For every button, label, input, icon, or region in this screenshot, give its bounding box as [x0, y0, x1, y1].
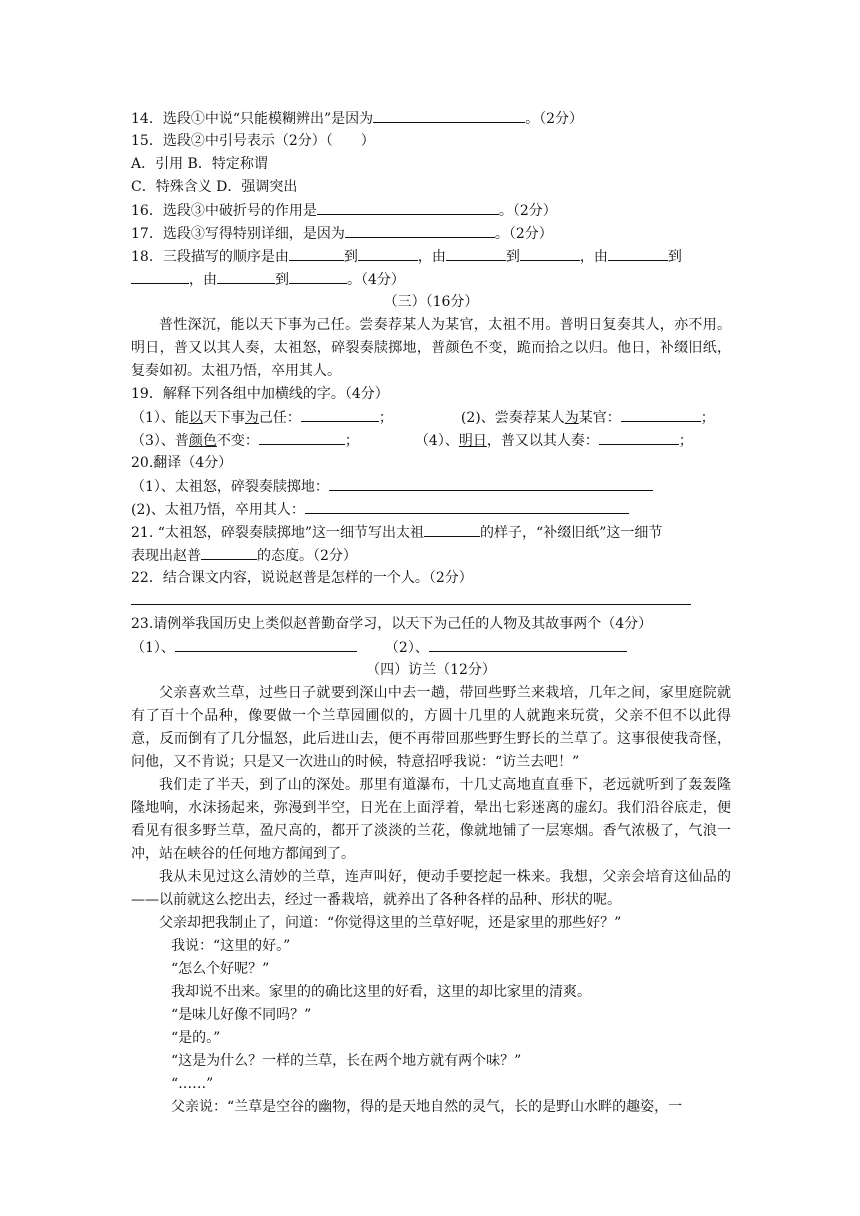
question-23: 23.请例举我国历史上类似赵普勤奋学习，以天下为己任的人物及其故事两个（4分） [131, 616, 653, 632]
answer-blank[interactable] [289, 245, 344, 261]
passage-4-paragraph-2: 我们走了半天，到了山的深处。那里有道瀑布，十几丈高地直直垂下，老远就听到了轰轰隆隆地响，水沫扬起来，弥漫到半空，日光在上面浮着，晕出七彩迷离的虚幻。我们沿谷底走，便看见有很多野兰草，盈尺高的，都开了淡淡的兰花，像就地铺了一层寒烟。香气浓极了，气浪一冲，站在峡谷的任何地方都闻到了。 [131, 777, 731, 862]
question-20-2: (2)、太祖乃悟，卒用其人： [131, 498, 731, 521]
answer-blank[interactable] [429, 636, 627, 652]
question-19-row-1: （1）、能以天下事为己任： ； (2)、尝奏荐某人为某官： ； [131, 406, 731, 429]
dialogue-line: 父亲说：“兰草是空谷的幽物，得的是天地自然的灵气，长的是野山水畔的趣姿，一 [171, 1099, 683, 1115]
answer-blank[interactable] [424, 521, 480, 537]
answer-blank[interactable] [329, 475, 653, 491]
answer-blank[interactable] [621, 406, 701, 422]
answer-blank[interactable] [599, 429, 679, 445]
dialogue-line: 我却说不出来。家里的的确比这里的好看，这里的却比家里的清爽。 [171, 984, 591, 1000]
question-18: 18．三段描写的顺序是由 到 ，由 到 ，由 到 [131, 245, 731, 268]
answer-blank[interactable] [373, 107, 525, 123]
question-19-row-2: （3）、普颜色不变： ； （4）、明日，普又以其人奏： ； [131, 429, 731, 452]
answer-blank[interactable] [345, 222, 495, 238]
answer-blank[interactable] [358, 245, 418, 261]
question-18-cont: ，由 到 。（4分） [131, 268, 731, 291]
answer-blank[interactable] [259, 429, 345, 445]
answer-blank[interactable] [131, 592, 691, 605]
section-4-heading: （四）访兰（12分） [366, 662, 496, 678]
answer-blank[interactable] [175, 636, 357, 652]
document-page [131, 107, 731, 1119]
dialogue-line: “怎么个好呢？” [171, 961, 270, 977]
answer-blank[interactable] [131, 268, 189, 284]
question-14: 14．选段①中说“只能模糊辨出”是因为 。（2分） [131, 107, 731, 130]
question-21-cont: 表现出赵普 的态度。（2分） [131, 544, 731, 567]
answer-blank[interactable] [301, 406, 379, 422]
question-15-options-ab: A．引用 B．特定称谓 [131, 156, 268, 172]
dialogue-line: “……” [171, 1076, 214, 1092]
question-20-1: （1）、太祖怒，碎裂奏牍掷地： [131, 475, 731, 498]
answer-blank[interactable] [608, 245, 668, 261]
dialogue-line: 父亲却把我制止了，问道：“你觉得这里的兰草好呢，还是家里的那些好？” [159, 915, 622, 931]
question-16: 16．选段③中破折号的作用是 。（2分） [131, 199, 731, 222]
passage-4-paragraph-3: 我从未见过这么清妙的兰草，连声叫好，便动手要挖起一株来。我想，父亲会培育这仙品的——以前就这么挖出去，经过一番栽培，就养出了各种各样的品种、形状的呢。 [131, 869, 731, 908]
dialogue-line: “是味儿好像不同吗？” [171, 1007, 312, 1023]
question-21: 21. “太祖怒，碎裂奏牍掷地”这一细节写出太祖 的样子，“补缀旧纸”这一细节 [131, 521, 731, 544]
answer-blank[interactable] [446, 245, 506, 261]
section-3-heading: （三）（16分） [383, 294, 479, 310]
dialogue-line: 我说：“这里的好。” [171, 938, 291, 954]
dialogue-line: “这是为什么？一样的兰草，长在两个地方就有两个味？” [171, 1053, 522, 1069]
question-20: 20.翻译（4分） [131, 455, 233, 471]
question-15-options-cd: C．特殊含义 D．强调突出 [131, 179, 298, 195]
question-17: 17．选段③写得特别详细，是因为 。（2分） [131, 222, 731, 245]
dialogue-line: “是的。” [171, 1030, 221, 1046]
answer-blank[interactable] [520, 245, 580, 261]
question-22: 22．结合课文内容，说说赵普是怎样的一个人。（2分） [131, 570, 473, 586]
answer-blank[interactable] [289, 268, 347, 284]
answer-blank[interactable] [201, 544, 257, 560]
answer-blank[interactable] [317, 199, 499, 215]
answer-blank[interactable] [217, 268, 275, 284]
question-23-answers: （1）、 （2）、 [131, 636, 731, 659]
passage-3: 普性深沉，能以天下事为己任。尝奏荐某人为某官，太祖不用。普明日复奏其人，亦不用。明日，普又以其人奏，太祖怒，碎裂奏牍掷地，普颜色不变，跪而拾之以归。他日，补缀旧纸，复奏如初。太祖乃悟，卒用其人。 [131, 317, 731, 379]
question-15: 15．选段②中引号表示（2分）（ ） [131, 133, 375, 149]
answer-blank[interactable] [305, 498, 629, 514]
passage-4-paragraph-1: 父亲喜欢兰草，过些日子就要到深山中去一趟，带回些野兰来栽培，几年之间，家里庭院就有了百十个品种，像要做一个兰草园圃似的，方圆十几里的人就跑来玩赏，父亲不但不以此得意，反而倒有了几分愠怒，此后进山去，便不再带回那些野生野长的兰草了。这事很使我奇怪，问他，又不肯说；只是又一次进山的时候，特意招呼我说：“访兰去吧！” [131, 685, 731, 770]
question-19: 19．解释下列各组中加横线的字。（4分） [131, 386, 389, 402]
question-22-answer-line[interactable] [131, 590, 731, 613]
